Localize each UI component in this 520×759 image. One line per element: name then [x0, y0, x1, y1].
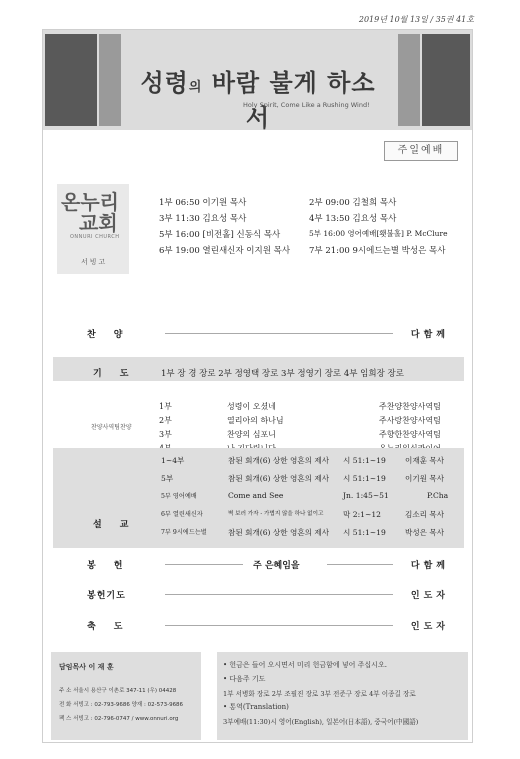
- notices-box: [217, 652, 468, 740]
- sermon-preacher: 이기원 목사: [405, 474, 445, 483]
- choir-team: 주향한찬양사역팀: [379, 430, 441, 439]
- offering-prayer-row: [79, 583, 449, 605]
- prayer-label: 기도: [93, 369, 147, 379]
- banner-dark-block-right: [422, 34, 470, 126]
- sermon-verse: 시 51:1~19: [343, 474, 386, 483]
- minister-row: 3부 11:30 김요성 목사: [159, 214, 247, 224]
- choir-service: 3부: [159, 430, 172, 439]
- banner-mid-block-left: [99, 34, 121, 126]
- choir-service: 2부: [159, 416, 172, 425]
- benediction-row: [79, 614, 449, 636]
- hymn-label: 찬양: [87, 330, 141, 340]
- choir-song: 찬양의 심포니: [227, 430, 276, 439]
- banner-title-part-c: 바람 불게 하소서: [202, 68, 376, 132]
- sermon-service: 5부 영어예배: [161, 493, 197, 500]
- sermon-title: 벽 보러 가자 - 가볍지 않을 하나 없이고: [228, 511, 324, 517]
- senior-pastor: 담임목사 이 재 훈: [59, 663, 114, 671]
- offering-rule-left: [165, 564, 243, 565]
- offering-leader: 다함께: [410, 561, 449, 571]
- sermon-verse: Jn. 1:45~51: [343, 491, 389, 500]
- church-info-box: [51, 652, 201, 740]
- benediction-leader: 인도자: [410, 622, 449, 632]
- prayer-list: 1부 장 경 장로 2부 정영택 장로 3부 정영기 장로 4부 임희장 장로: [161, 369, 404, 379]
- choir-team: 주사랑찬양사역팀: [379, 416, 441, 425]
- bulletin-page: [42, 29, 473, 743]
- offering-row: [79, 553, 449, 575]
- sermon-title: 참된 회개(6) 상한 영혼의 제사: [228, 474, 330, 483]
- minister-row: 5부 16:00 영어예배[횃불홀] P. McClure: [309, 229, 448, 238]
- sermon-preacher: 박성은 목사: [405, 528, 445, 537]
- sermon-service: 6부 열린새신자: [161, 511, 203, 518]
- issue-date: 2019년 10월 13일 / 35권 41호: [358, 15, 474, 24]
- sermon-service: 1~4부: [161, 456, 185, 465]
- choir-song: 열리아의 하나님: [227, 416, 284, 425]
- sermon-title: Come and See: [228, 491, 284, 500]
- offering-hymn: 주 은혜임을: [253, 561, 300, 571]
- sermon-service: 7부 9시에드는별: [161, 529, 207, 536]
- sermon-preacher: 김소리 목사: [405, 510, 445, 519]
- logo-line-1: 온누리: [61, 190, 119, 214]
- minister-row: 6부 19:00 열린새신자 이지원 목사: [159, 246, 291, 256]
- banner-title-part-a: 성령: [140, 68, 189, 97]
- sermon-title: 참된 회개(6) 상한 영혼의 제사: [228, 456, 330, 465]
- hymn-rule: [165, 333, 393, 334]
- minister-row: 1부 06:50 이기원 목사: [159, 198, 247, 208]
- offering-prayer-leader: 인도자: [410, 591, 449, 601]
- church-fax-web: 팩 스 서빙고 : 02-796-0747 / www.onnuri.org: [59, 716, 179, 722]
- notice-item: • 헌금은 들어 오시면서 미리 헌금함에 넣어 주십시오.: [223, 661, 387, 669]
- notice-item: 1부 서병화 장로 2부 조필진 장로 3부 전준구 장로 4부 이종길 장로: [223, 690, 416, 698]
- minister-row: 5부 16:00 [비전홀] 신동식 목사: [159, 230, 281, 240]
- church-address: 주 소 서울시 용산구 이촌로 347-11 (우) 04428: [59, 688, 177, 694]
- notice-item: • 통역(Translation): [223, 703, 289, 711]
- sermon-title: 참된 회개(6) 상한 영혼의 제사: [228, 528, 330, 537]
- notice-item: • 다음주 기도: [223, 675, 266, 683]
- notice-item: 3부예배(11:30)시 영어(English), 일본어(日本語), 중국어(中國語): [223, 718, 419, 726]
- hymn-row: [79, 322, 449, 344]
- sermon-verse: 시 51:1~19: [343, 528, 386, 537]
- church-logo: [57, 184, 129, 276]
- banner-title: [133, 63, 383, 133]
- sermon-verse: 막 2:1~12: [343, 510, 381, 519]
- logo-campus: 서빙고: [81, 258, 108, 266]
- choir-service: 1부: [159, 402, 172, 411]
- banner-title-part-b: 의: [188, 80, 203, 95]
- title-banner: [43, 30, 472, 130]
- benediction-label: 축도: [87, 622, 141, 632]
- offering-rule-right: [327, 564, 393, 565]
- service-tag: 주일예배: [384, 141, 458, 161]
- banner-mid-block-right: [398, 34, 420, 126]
- sermon-label: 설교: [93, 520, 147, 530]
- minister-row: 2부 09:00 김철희 목사: [309, 198, 397, 208]
- minister-row: 7부 21:00 9시에드는별 박성은 목사: [309, 246, 446, 256]
- logo-english: ONNURI CHURCH: [70, 234, 120, 240]
- offering-prayer-rule: [165, 594, 393, 595]
- choir-label: 찬양사역팀찬양: [91, 424, 132, 431]
- choir-song: 성령이 오셨네: [227, 402, 276, 411]
- choir-team: 주찬양찬양사역팀: [379, 402, 441, 411]
- banner-dark-block-left: [45, 34, 97, 126]
- offering-prayer-label: 봉헌기도: [87, 591, 126, 601]
- sermon-preacher: P.Cha: [427, 491, 449, 500]
- offering-label: 봉헌: [87, 561, 141, 571]
- church-phone: 전 화 서빙고 : 02-793-9686 양재 : 02-573-9686: [59, 702, 184, 708]
- logo-line-2: 교회: [79, 211, 118, 235]
- sermon-verse: 시 51:1~19: [343, 456, 386, 465]
- benediction-rule: [165, 625, 393, 626]
- sermon-service: 5부: [161, 474, 174, 483]
- sermon-preacher: 이재훈 목사: [405, 456, 445, 465]
- minister-row: 4부 13:50 김요성 목사: [309, 214, 397, 224]
- banner-subtitle: Holy Spirit, Come Like a Rushing Wind!: [243, 101, 370, 109]
- hymn-leader: 다함께: [410, 330, 449, 340]
